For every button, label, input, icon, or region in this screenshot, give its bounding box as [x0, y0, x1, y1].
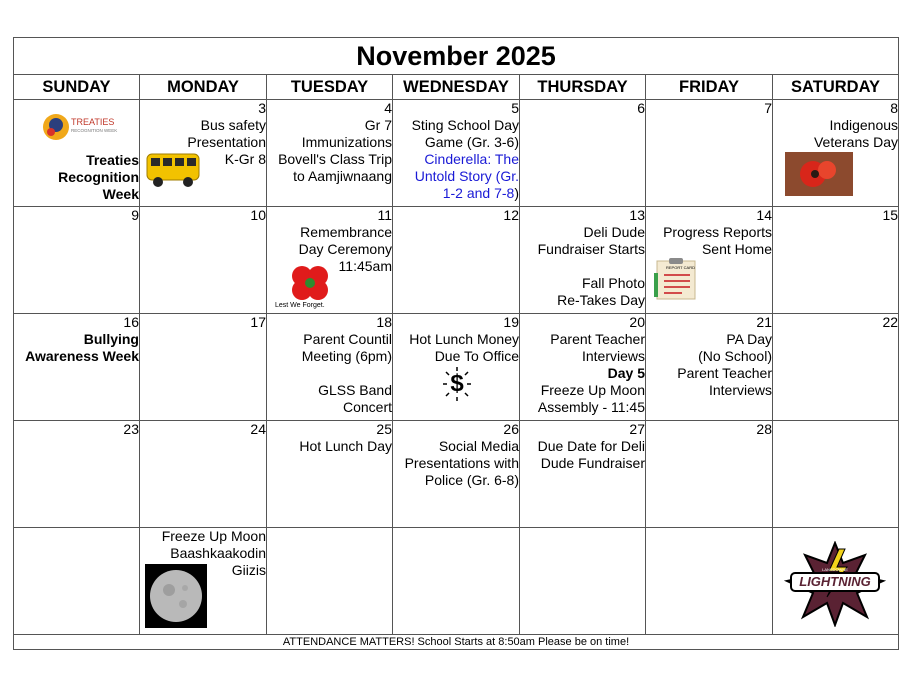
day-cell-friday-w1 — [646, 100, 773, 207]
week-row-3 — [14, 314, 899, 421]
day-number: 9 — [131, 207, 139, 223]
event-text: Giizis — [231, 562, 266, 578]
weekday-sunday: SUNDAY — [14, 75, 140, 100]
event-text: Presentations with — [404, 455, 519, 471]
lightning-logo-top: LANSDOWNE — [822, 567, 848, 572]
event-text: Due Date for Deli — [537, 438, 645, 454]
day-number: 21 — [756, 314, 772, 330]
day-cell-thursday-w4 — [520, 421, 646, 528]
weekday-thursday: THURSDAY — [520, 75, 646, 100]
day-cell-saturday-w1 — [773, 100, 899, 207]
report-card-graphic — [654, 257, 700, 305]
treaties-logo-title: TREATIES — [71, 117, 115, 127]
poppy-photo-icon — [785, 152, 853, 200]
day-number: 4 — [384, 100, 392, 116]
day-number: 22 — [882, 314, 899, 330]
event-text: ) — [514, 185, 519, 201]
day-cell-sunday-w3 — [14, 314, 140, 421]
day-cell-wednesday-w1 — [393, 100, 520, 207]
day-cell-sunday-w1 — [14, 100, 140, 207]
day-number: 6 — [637, 100, 645, 116]
event-text: Freeze Up Moon — [161, 528, 266, 544]
weekday-monday: MONDAY — [140, 75, 267, 100]
day-cell-thursday-w3 — [520, 314, 646, 421]
day-cell-monday-w5 — [140, 528, 267, 635]
day-cell-saturday-w2 — [773, 207, 899, 314]
event-text: Re-Takes Day — [557, 292, 645, 308]
day-cell-thursday-w1 — [520, 100, 646, 207]
day-cell-monday-w1 — [140, 100, 267, 207]
day-cell-wednesday-w4 — [393, 421, 520, 528]
day-number: 15 — [882, 207, 899, 223]
report-card-icon — [654, 257, 700, 301]
event-text: Day 5 — [607, 365, 645, 381]
event-text: (No School) — [698, 348, 772, 364]
event-link-text[interactable]: Cinderella: The — [424, 151, 519, 167]
event-text: Police (Gr. 6-8) — [424, 472, 519, 488]
calendar-title: November 2025 — [14, 38, 899, 75]
day-number: 16 — [123, 314, 139, 330]
day-cell-friday-w3 — [646, 314, 773, 421]
day-number: 13 — [629, 207, 645, 223]
week-row-5 — [14, 528, 899, 635]
event-link-text[interactable]: Untold Story (Gr. — [414, 168, 519, 184]
day-number: 5 — [511, 100, 519, 116]
day-cell-tuesday-w3 — [267, 314, 393, 421]
event-text: PA Day — [726, 331, 772, 347]
day-cell-sunday-w5 — [14, 528, 140, 635]
event-text: Awareness Week — [25, 348, 139, 364]
day-number: 26 — [503, 421, 519, 437]
event-text: Baashkaakodin — [170, 545, 266, 561]
weekday-saturday: SATURDAY — [773, 75, 899, 100]
event-text: Interviews — [581, 348, 645, 364]
event-text: Deli Dude — [583, 224, 645, 240]
poppy-icon — [285, 264, 335, 302]
day-cell-tuesday-w1 — [267, 100, 393, 207]
day-cell-friday-w5 — [646, 528, 773, 635]
attendance-footer: ATTENDANCE MATTERS! School Starts at 8:50am Please be on time! — [14, 635, 899, 650]
event-text: Concert — [342, 399, 392, 415]
poppy-caption: Lest We Forget. — [275, 302, 325, 309]
event-text: Sent Home — [701, 241, 772, 257]
week-row-1 — [14, 100, 899, 207]
day-number: 3 — [258, 100, 266, 116]
lightning-logo-text: LIGHTNING — [799, 574, 871, 589]
day-cell-saturday-w4 — [773, 421, 899, 528]
event-text: Parent Teacher — [677, 365, 772, 381]
lightning-logo — [783, 541, 887, 627]
day-cell-saturday-w3 — [773, 314, 899, 421]
calendar-table — [13, 37, 899, 650]
day-number: 8 — [890, 100, 899, 116]
event-text: Week — [102, 186, 139, 202]
dollar-sign-glyph: $ — [450, 370, 464, 397]
day-number: 11 — [377, 207, 392, 223]
event-text: 11:45am — [338, 258, 392, 274]
event-text: Presentation — [187, 134, 266, 150]
weekday-header-row — [14, 75, 899, 100]
day-cell-wednesday-w2 — [393, 207, 520, 314]
event-text: Treaties — [86, 152, 139, 168]
event-text: Immunizations — [301, 134, 392, 150]
school-bus-icon — [145, 149, 201, 193]
day-number: 19 — [503, 314, 519, 330]
weekday-friday: FRIDAY — [646, 75, 773, 100]
event-text: Gr 7 — [364, 117, 392, 133]
event-text: Bus safety — [200, 117, 266, 133]
event-text: Fall Photo — [581, 275, 645, 291]
week-row-2 — [14, 207, 899, 314]
event-text: Day Ceremony — [298, 241, 392, 257]
day-cell-tuesday-w5 — [267, 528, 393, 635]
day-cell-monday-w3 — [140, 314, 267, 421]
event-text: Indigenous — [829, 117, 899, 133]
day-cell-wednesday-w5 — [393, 528, 520, 635]
day-number: 12 — [503, 207, 519, 223]
event-text: Due To Office — [434, 348, 519, 364]
day-number: 28 — [756, 421, 772, 437]
event-text: Bovell's Class Trip — [278, 151, 392, 167]
event-text: K-Gr 8 — [224, 151, 266, 167]
event-text: Meeting (6pm) — [301, 348, 392, 364]
event-text: Hot Lunch Day — [299, 438, 392, 454]
weekday-tuesday: TUESDAY — [267, 75, 393, 100]
dollar-sign-icon — [441, 366, 473, 402]
event-text: Recognition — [58, 169, 139, 185]
event-text: Dude Fundraiser — [540, 455, 645, 471]
day-number: 14 — [756, 207, 772, 223]
day-cell-tuesday-w4 — [267, 421, 393, 528]
day-number: 20 — [629, 314, 645, 330]
day-number: 10 — [250, 207, 266, 223]
event-text: Freeze Up Moon — [540, 382, 645, 398]
report-card-label: REPORT CARD — [666, 265, 695, 270]
day-cell-monday-w2 — [140, 207, 267, 314]
event-text: GLSS Band — [318, 382, 392, 398]
event-link-text[interactable]: 1-2 and 7-8 — [442, 185, 515, 201]
day-cell-wednesday-w3 — [393, 314, 520, 421]
event-text: Hot Lunch Money — [409, 331, 519, 347]
day-number: 25 — [376, 421, 392, 437]
event-text: Bullying — [83, 331, 139, 347]
moon-photo-icon — [145, 564, 207, 632]
event-text: Veterans Day — [813, 134, 899, 150]
event-text: Interviews — [708, 382, 772, 398]
day-cell-thursday-w5 — [520, 528, 646, 635]
day-cell-friday-w2 — [646, 207, 773, 314]
event-text: Remembrance — [300, 224, 392, 240]
day-number: 17 — [250, 314, 266, 330]
day-cell-sunday-w2 — [14, 207, 140, 314]
poppy-graphic — [275, 264, 335, 312]
event-text: Social Media — [438, 438, 519, 454]
day-cell-sunday-w4 — [14, 421, 140, 528]
day-number: 23 — [123, 421, 139, 437]
week-row-4 — [14, 421, 899, 528]
day-number: 24 — [250, 421, 266, 437]
day-cell-friday-w4 — [646, 421, 773, 528]
day-cell-saturday-w5 — [773, 528, 899, 635]
event-text: Sting School Day — [411, 117, 519, 133]
day-cell-tuesday-w2 — [267, 207, 393, 314]
day-number: 18 — [376, 314, 392, 330]
treaties-logo-subtitle: RECOGNITION WEEK — [71, 128, 118, 133]
event-text: to Aamjiwnaang — [293, 168, 392, 184]
treaties-logo — [41, 112, 131, 144]
day-number: 27 — [629, 421, 645, 437]
day-number: 7 — [764, 100, 772, 116]
event-text: Game (Gr. 3-6) — [424, 134, 519, 150]
event-text: Fundraiser Starts — [537, 241, 645, 257]
event-text: Assembly - 11:45 — [537, 399, 645, 415]
day-cell-thursday-w2 — [520, 207, 646, 314]
event-text: Parent Countil — [303, 331, 392, 347]
weekday-wednesday: WEDNESDAY — [393, 75, 520, 100]
event-text: Progress Reports — [663, 224, 772, 240]
event-text: Parent Teacher — [550, 331, 645, 347]
day-cell-monday-w4 — [140, 421, 267, 528]
